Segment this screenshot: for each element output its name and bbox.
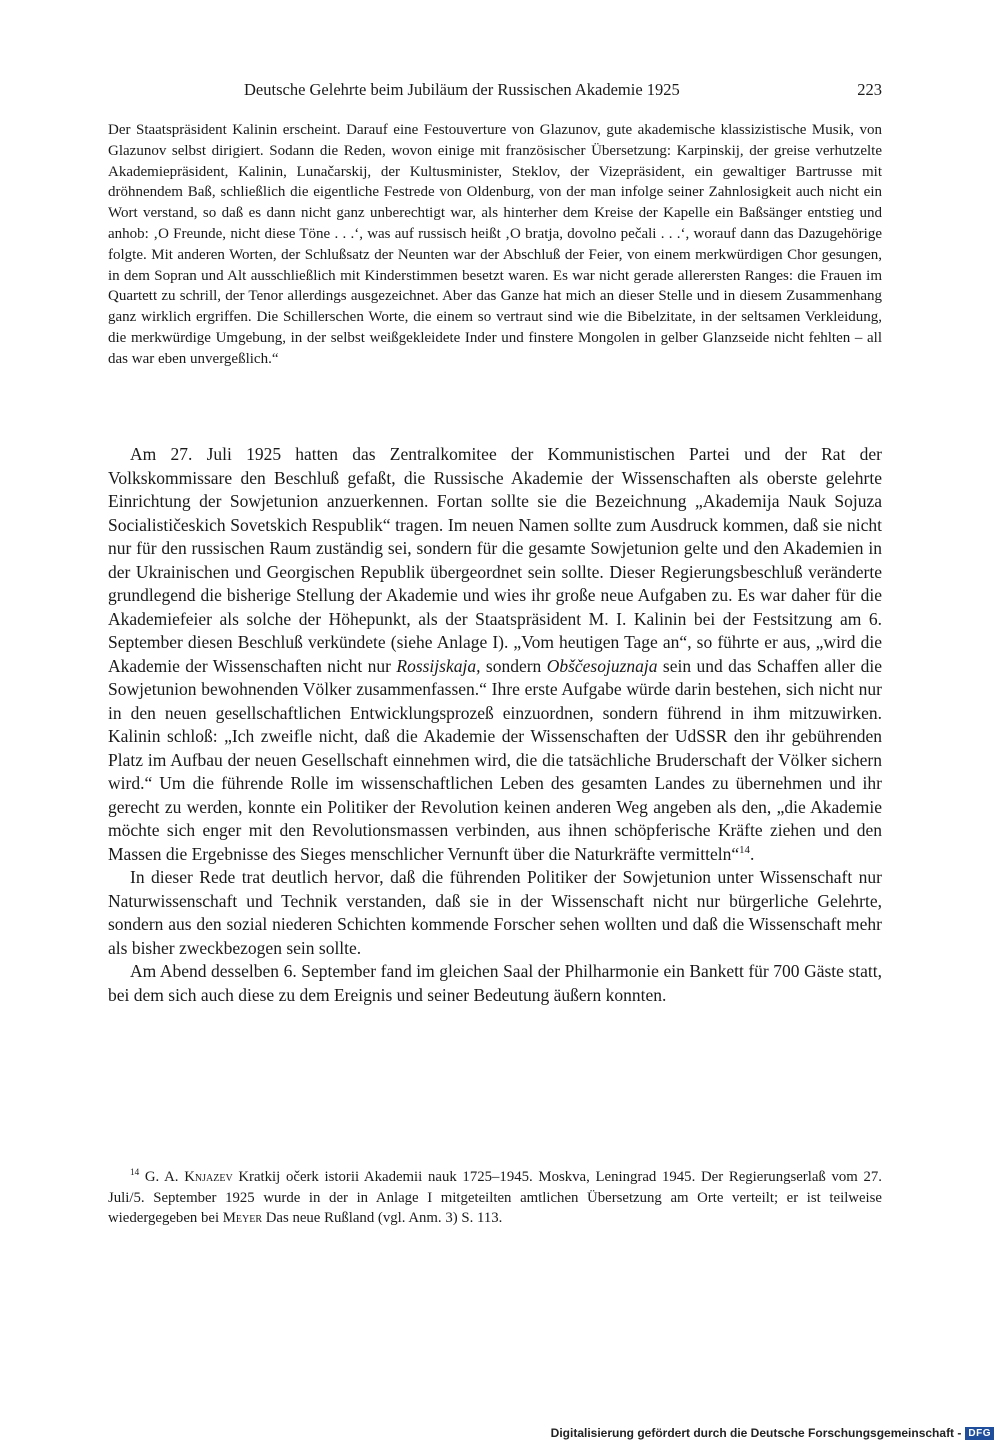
footnote-number: 14 bbox=[130, 1167, 140, 1178]
page-number: 223 bbox=[857, 80, 882, 99]
italic-rossijskaja: Rossijskaja, bbox=[396, 655, 481, 676]
paragraph-2: In dieser Rede trat deutlich hervor, daß die führenden Politiker der Sowjetunion unter Wissenschaft nur Naturwissenschaft und Technik verstanden, daß sie in der Wissenschaft nicht nur bürgerliche Gelehrte, sondern aus den sozial niederen Schichten kommende Forscher sehen wollten und daß die Wissenschaft mehr als bisher zweckbezogen sein sollte. bbox=[108, 867, 882, 958]
paragraph-1-part-a: Am 27. Juli 1925 hatten das Zentralkomitee der Kommunistischen Partei und der Rat der Volkskommissare den Beschluß gefaßt, die Russische Akademie der Wissenschaften als oberste gelehrte Einrichtung der Sowjetunion anzuerkennen. Fortan sollte sie die Bezeichnung „Akademija Nauk Sojuza Socialističeskich Sovetskich Respublik“ tragen. Im neuen Namen sollte zum Ausdruck kommen, daß sie nicht nur für den russischen Raum zuständig sei, sondern für die gesamte Sowjetunion gelte und den Akademien in der Ukrainischen und Georgischen Republik übergeordnet sein sollte. Dieser Regierungsbeschluß veränderte grundlegend die bisherige Stellung der Akademie und wies ihr große neue Aufgaben zu. Es war daher für die Akademiefeier als solche der Höhepunkt, als der Staatspräsident M. I. Kalinin bei der Festsitzung am 6. September diesen Beschluß verkündete (siehe Anlage I). „Vom heutigen Tage an“, so führte er aus, „wird die Akademie der Wissenschaften nicht nur bbox=[108, 444, 882, 676]
footnote-14 bbox=[108, 1167, 882, 1229]
paragraph-1-end: . bbox=[749, 843, 755, 864]
credit-text: Digitalisierung gefördert durch die Deutsche Forschungsgemeinschaft - bbox=[550, 1426, 962, 1440]
digitization-credit bbox=[551, 1426, 994, 1440]
footnote-author-2: Meyer bbox=[222, 1210, 263, 1226]
paragraph-1-part-c: sein und das Schaffen aller die Sowjetunion bewohnenden Völker zusammenfassen.“ Ihre erste Aufgabe würde darin bestehen, sich nicht nur in den neuen gesellschaftlichen Entwicklungsprozeß einzuordnen, sondern führend in ihm mitzuwirken. Kalinin schloß: „Ich zweifle nicht, daß die Akademie der Wissenschaften der UdSSR den ihr gebührenden Platz im Aufbau der neuen Gesellschaft einnehmen wird, die die tatsächliche Bruderschaft der Völker sichern wird.“ Um die führende Rolle im wissenschaftlichen Leben des gesamten Landes zu übernehmen und ihr gerecht zu werden, konnte ein Politiker der Revolution keinen anderen Weg angeben als den, „die Akademie möchte sich enger mit den Revolutionsmassen verbinden, aus ihnen schöpferische Kräfte ziehen und den Massen die Ergebnisse des Sieges menschlicher Vernunft über die Naturkräfte vermitteln“ bbox=[108, 655, 883, 864]
footnote-text-b: Das neue Rußland (vgl. Anm. 3) S. 113. bbox=[262, 1210, 503, 1226]
footnote-author: G. A. Knjazev bbox=[144, 1169, 233, 1185]
footnote-ref-14[interactable]: 14 bbox=[739, 843, 750, 856]
running-title: Deutsche Gelehrte beim Jubiläum der Russischen Akademie 1925 bbox=[244, 80, 680, 99]
dfg-logo-icon: DFG bbox=[965, 1427, 994, 1440]
paragraph-1 bbox=[108, 443, 882, 866]
paragraph-1-part-b: sondern bbox=[480, 655, 547, 676]
block-quote: Der Staatspräsident Kalinin erscheint. Darauf eine Festouverture von Glazunov, gute akademische klassizistische Musik, von Glazunov selbst dirigiert. Sodann die Reden, wovon einige mit französischer Übersetzung: Karpinskij, der greise verhutzelte Akademiepräsident, Kalinin, Lunačarskij, der Kultusminister, Steklov, der Vizepräsident, ein gewaltiger Bartrusse mit dröhnendem Baß, schließlich die eigentliche Festrede von Oldenburg, von der man infolge seiner Zahnlosigkeit auch nicht ein Wort verstand, so daß es dann nicht ganz unberechtigt war, als hinterher dem Kreise der Kapelle ein Baßsänger entstieg und anhob: ‚O Freunde, nicht diese Töne . . .‘, was auf russisch heißt ‚O bratja, dovolno pečali . . .‘, worauf dann das Dazugehörige folgte. Mit anderen Worten, der Schlußsatz der Neunten war der Abschluß der Feier, von einem merkwürdigen Chor gesungen, in dem Sopran und Alt ausschließlich mit Kinderstimmen besetzt waren. Es war nicht gerade allerersten Ranges: die Frauen im Quartett zu schrill, der Tenor allerdings ausgezeichnet. Aber das Ganze hat mich an dieser Stelle und in diesem Zusammenhang ganz wirklich ergriffen. Die Schillerschen Worte, die einem so vertraut sind wie die Bibelzitate, in der seltsamen Verkleidung, die merkwürdige Umgebung, in der selbst weißgekleidete Inder und finstere Mongolen in gelber Glanzseide nicht fehlten – all das war eben unvergeßlich.“ bbox=[108, 122, 882, 367]
paragraph-3: Am Abend desselben 6. September fand im gleichen Saal der Philharmonie ein Bankett für 700 Gäste statt, bei dem sich auch diese zu dem Ereignis und seiner Bedeutung äußern konnten. bbox=[108, 961, 882, 1005]
italic-obscesojuznaja: Obščesojuznaja bbox=[546, 655, 658, 676]
main-text bbox=[108, 443, 882, 1007]
footnote-text-a: Kratkij očerk istorii Akademii nauk 1725–1945. Moskva, Leningrad 1945. Der Regierungserlaß vom 27. Juli/5. September 1925 wurde in der in Anlage I mitgeteilten amtlichen Übersetzung am Orte verteilt; er ist teilweise wiedergegeben bei bbox=[108, 1169, 883, 1226]
